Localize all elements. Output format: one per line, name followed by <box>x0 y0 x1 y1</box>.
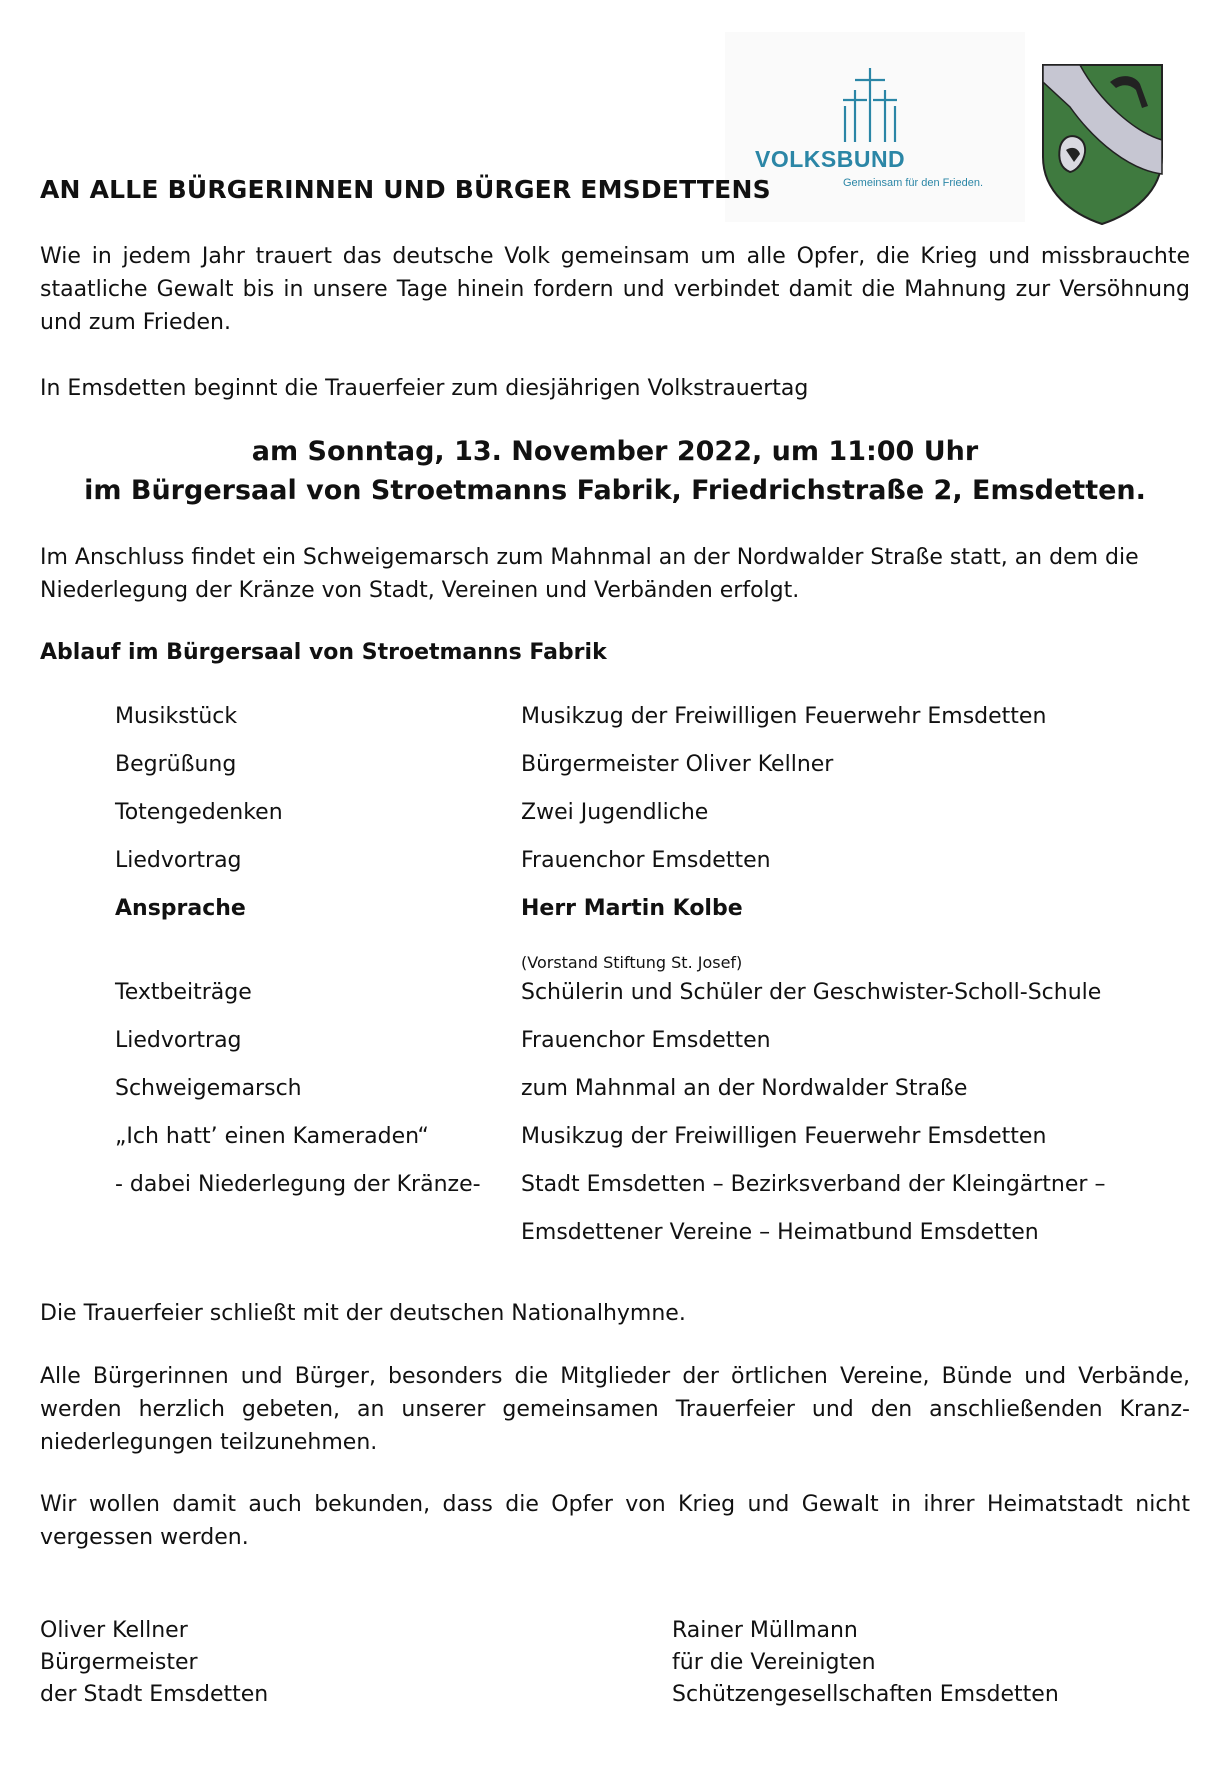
program-item: „Ich hatt’ einen Kameraden“ <box>115 1124 429 1149</box>
closing-invitation-paragraph: Alle Bürgerinnen und Bürger, besonders die Mitglieder der örtlichen Vereine, Bünde und Verbände, werden herzlich gebeten, an unserer gemeinsamen Trauerfeier und den anschließenden Kranz-niederlegungen teilzunehmen. <box>40 1364 1190 1455</box>
signature-name: Rainer Müllmann <box>672 1618 858 1643</box>
program-performer: Schülerin und Schüler der Geschwister-Scholl-Schule <box>521 980 1102 1005</box>
program-row <box>115 702 1165 750</box>
program-row <box>115 1026 1165 1074</box>
program-row <box>115 1218 1165 1266</box>
program-performer: Musikzug der Freiwilligen Feuerwehr Emsdetten <box>521 704 1047 729</box>
program-performer: Stadt Emsdetten – Bezirksverband der Kleingärtner – <box>521 1172 1106 1197</box>
program-item: Liedvortrag <box>115 1028 242 1053</box>
procession-paragraph: Im Anschluss findet ein Schweigemarsch zum Mahnmal an der Nordwalder Straße statt, an dem die Niederlegung der Kränze von Stadt, Vereinen und Verbänden erfolgt. <box>40 545 1139 603</box>
program-performer: Zwei Jugendliche <box>521 800 709 825</box>
intro-lead: In Emsdetten beginnt die Trauerfeier zum diesjährigen Volkstrauertag <box>40 376 809 401</box>
program-heading: Ablauf im Bürgersaal von Stroetmanns Fabrik <box>40 640 607 665</box>
signature-name: Oliver Kellner <box>40 1618 188 1643</box>
closing-remembrance-paragraph: Wir wollen damit auch bekunden, dass die Opfer von Krieg und Gewalt in ihrer Heimatstadt nicht vergessen werden. <box>40 1492 1190 1550</box>
program-item: Begrüßung <box>115 752 237 777</box>
volksbund-tagline: Gemeinsam für den Frieden. <box>843 177 984 189</box>
program-item: Liedvortrag <box>115 848 242 873</box>
event-location-line: im Bürgersaal von Stroetmanns Fabrik, Friedrichstraße 2, Emsdetten. <box>84 475 1146 506</box>
program-item: - dabei Niederlegung der Kränze- <box>115 1172 481 1197</box>
volksbund-wordmark: VOLKSBUND <box>755 146 906 172</box>
signature-role: Bürgermeister <box>40 1650 198 1675</box>
program-row <box>115 1122 1165 1170</box>
event-date-line: am Sonntag, 13. November 2022, um 11:00 Uhr <box>251 436 979 467</box>
program-row <box>115 978 1165 1026</box>
signature-org: Schützengesellschaften Emsdetten <box>672 1682 1059 1707</box>
program-performer: Frauenchor Emsdetten <box>521 848 771 873</box>
program-performer: Bürgermeister Oliver Kellner <box>521 752 834 777</box>
program-item: Textbeiträge <box>115 980 252 1005</box>
signature-right <box>672 1615 1059 1711</box>
program-item: Musikstück <box>115 704 238 729</box>
closing-anthem-line: Die Trauerfeier schließt mit der deutschen Nationalhymne. <box>40 1301 686 1326</box>
signature-left <box>40 1615 268 1711</box>
program-row <box>115 1170 1165 1218</box>
program-item: Schweigemarsch <box>115 1076 302 1101</box>
program-row <box>115 1074 1165 1122</box>
program-list <box>115 702 1165 1266</box>
signature-role: für die Vereinigten <box>672 1650 876 1675</box>
signature-org: der Stadt Emsdetten <box>40 1682 269 1707</box>
program-row <box>115 798 1165 846</box>
program-performer: Emsdettener Vereine – Heimatbund Emsdetten <box>521 1220 1039 1245</box>
program-item: Ansprache <box>115 896 246 921</box>
program-row <box>115 846 1165 894</box>
program-performer: Frauenchor Emsdetten <box>521 1028 771 1053</box>
program-row-note <box>115 942 1165 978</box>
crosses-icon <box>835 66 905 146</box>
program-row <box>115 894 1165 942</box>
header-logos <box>725 32 1225 222</box>
program-performer: zum Mahnmal an der Nordwalder Straße <box>521 1076 968 1101</box>
document-title: AN ALLE BÜRGERINNEN UND BÜRGER EMSDETTENS <box>40 175 771 204</box>
program-item: Totengedenken <box>115 800 283 825</box>
intro-paragraph: Wie in jedem Jahr trauert das deutsche Volk gemeinsam um alle Opfer, die Krieg und missbrauchte staatliche Gewalt bis in unsere Tage hinein fordern und verbindet damit die Mahnung zur Versöhnung und zum Frieden. <box>40 244 1190 335</box>
emsdetten-coat-of-arms-icon <box>1040 62 1165 227</box>
program-performer-note: (Vorstand Stiftung St. Josef) <box>521 953 743 972</box>
program-row <box>115 750 1165 798</box>
program-performer: Musikzug der Freiwilligen Feuerwehr Emsdetten <box>521 1124 1047 1149</box>
program-performer: Herr Martin Kolbe <box>521 896 743 921</box>
